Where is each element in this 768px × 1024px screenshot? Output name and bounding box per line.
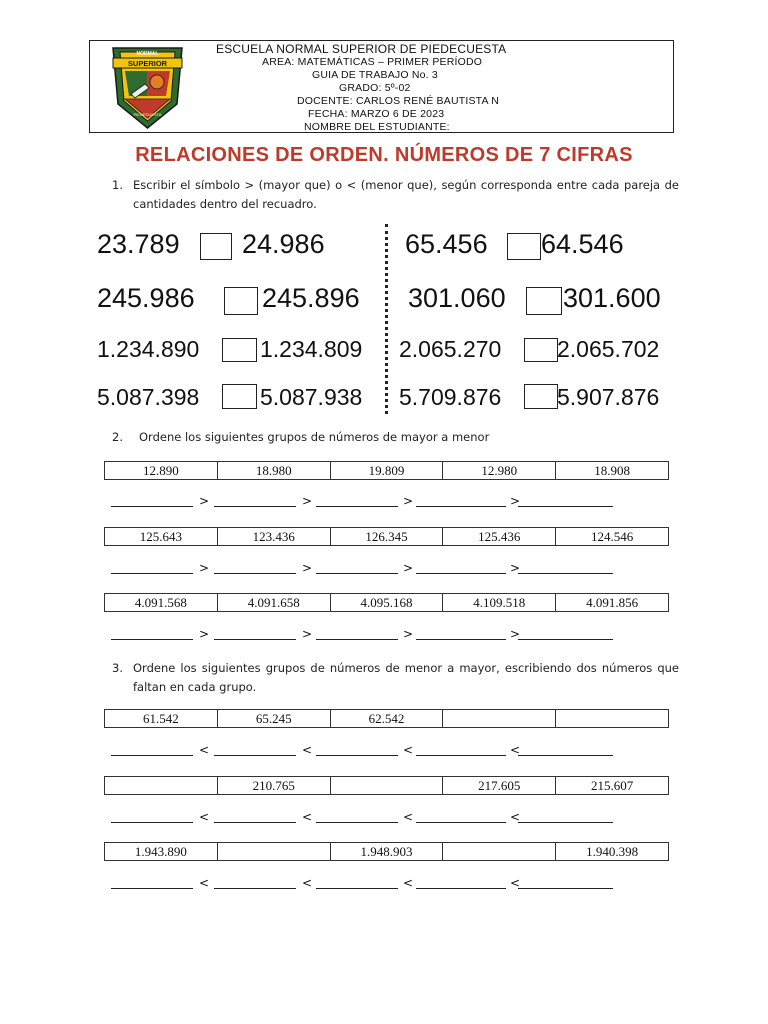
- answer-blank[interactable]: [518, 755, 613, 756]
- number-group-table: [104, 776, 669, 795]
- table-cell[interactable]: [556, 710, 669, 728]
- order-symbol: <: [302, 810, 313, 824]
- table-cell: 1.943.890: [105, 843, 218, 861]
- answer-blank[interactable]: [416, 755, 506, 756]
- teacher-line: DOCENTE: CARLOS RENÉ BAUTISTA N: [297, 95, 500, 107]
- order-symbol: <: [199, 876, 210, 890]
- number-b-container: [563, 283, 661, 314]
- table-cell: 65.245: [217, 710, 330, 728]
- answer-blank[interactable]: [518, 573, 613, 574]
- order-symbol: >: [302, 627, 313, 641]
- table-cell: 4.095.168: [330, 594, 443, 612]
- order-symbol: >: [199, 627, 210, 641]
- comparison-row: [97, 283, 195, 314]
- order-symbol: >: [199, 494, 210, 508]
- order-symbol: >: [510, 627, 521, 641]
- ordering-answer-line: [111, 810, 616, 830]
- school-crest-icon: [105, 44, 190, 130]
- order-symbol: <: [302, 743, 313, 757]
- order-symbol: >: [510, 494, 521, 508]
- table-cell[interactable]: [105, 777, 218, 795]
- order-symbol: <: [199, 743, 210, 757]
- table-cell: 210.765: [217, 777, 330, 795]
- answer-blank[interactable]: [416, 888, 506, 889]
- order-symbol: >: [302, 561, 313, 575]
- number-group-table: [104, 527, 669, 546]
- order-symbol: >: [403, 627, 414, 641]
- number-a: 65.456: [405, 229, 488, 259]
- answer-blank[interactable]: [214, 822, 296, 823]
- table-cell: 61.542: [105, 710, 218, 728]
- section2-instruction: [112, 428, 679, 447]
- order-symbol: <: [403, 810, 414, 824]
- table-cell: 125.436: [443, 528, 556, 546]
- table-cell: 4.091.856: [556, 594, 669, 612]
- student-name-label: NOMBRE DEL ESTUDIANTE:: [304, 121, 450, 133]
- order-symbol: <: [403, 743, 414, 757]
- answer-blank[interactable]: [416, 573, 506, 574]
- answer-blank[interactable]: [111, 573, 193, 574]
- number-a: 23.789: [97, 229, 180, 259]
- number-b-container: [242, 229, 325, 260]
- section1-number: 1.: [112, 178, 123, 192]
- section1-text: Escribir el símbolo > (mayor que) o < (menor que), según corresponda entre cada pareja de cantidades dentro del recuadro.: [133, 178, 679, 211]
- number-b: 64.546: [541, 229, 624, 259]
- answer-box[interactable]: [526, 287, 562, 315]
- ordering-answer-line: [111, 627, 616, 647]
- guide-line: GUIA DE TRABAJO No. 3: [312, 69, 438, 81]
- date-line: FECHA: MARZO 6 DE 2023: [308, 108, 445, 120]
- number-b: 24.986: [242, 229, 325, 259]
- ordering-answer-line: [111, 876, 616, 896]
- table-cell: 4.109.518: [443, 594, 556, 612]
- answer-blank[interactable]: [111, 506, 193, 507]
- table-cell: 12.980: [443, 462, 556, 480]
- table-cell: 62.542: [330, 710, 443, 728]
- number-a: 245.986: [97, 283, 195, 313]
- order-symbol: <: [302, 876, 313, 890]
- answer-box[interactable]: [200, 233, 232, 260]
- table-cell[interactable]: [443, 843, 556, 861]
- svg-text:SUPERIOR: SUPERIOR: [127, 59, 168, 68]
- answer-box[interactable]: [222, 384, 257, 409]
- number-b: 5.087.938: [260, 384, 363, 410]
- area-line: AREA: MATEMÁTICAS – PRIMER PERÍODO: [262, 56, 483, 68]
- order-symbol: >: [302, 494, 313, 508]
- column-divider: [385, 224, 388, 414]
- number-group-table: [104, 842, 669, 861]
- answer-blank[interactable]: [518, 639, 613, 640]
- table-cell: 1.940.398: [556, 843, 669, 861]
- answer-blank[interactable]: [111, 888, 193, 889]
- order-symbol: <: [403, 876, 414, 890]
- comparison-row: [97, 384, 199, 411]
- table-cell: 12.890: [105, 462, 218, 480]
- number-group-table: [104, 461, 669, 480]
- comparison-row: [97, 229, 180, 260]
- number-a: 301.060: [408, 283, 506, 313]
- order-symbol: >: [403, 561, 414, 575]
- comparison-row: [97, 336, 199, 363]
- answer-box[interactable]: [524, 338, 558, 362]
- order-symbol: >: [199, 561, 210, 575]
- answer-blank[interactable]: [518, 888, 613, 889]
- answer-box[interactable]: [507, 233, 541, 260]
- table-cell: 123.436: [217, 528, 330, 546]
- table-cell: 217.605: [443, 777, 556, 795]
- svg-text:PIEDECUESTA: PIEDECUESTA: [133, 112, 162, 117]
- section3-instruction: [112, 659, 679, 697]
- table-cell: 18.980: [217, 462, 330, 480]
- answer-blank[interactable]: [316, 639, 398, 640]
- answer-blank[interactable]: [316, 755, 398, 756]
- number-b-container: [541, 229, 624, 260]
- answer-blank[interactable]: [214, 755, 296, 756]
- answer-blank[interactable]: [214, 506, 296, 507]
- svg-text:NORMAL: NORMAL: [136, 51, 159, 57]
- section3-text: Ordene los siguientes grupos de números de menor a mayor, escribiendo dos números que faltan en cada grupo.: [133, 661, 679, 694]
- order-symbol: <: [510, 810, 521, 824]
- table-cell: 4.091.568: [105, 594, 218, 612]
- comparison-row: [405, 229, 488, 260]
- table-cell: 4.091.658: [217, 594, 330, 612]
- number-b: 1.234.809: [260, 336, 363, 362]
- table-cell: 18.908: [556, 462, 669, 480]
- number-a: 5.087.398: [97, 384, 200, 410]
- section2-text: Ordene los siguientes grupos de números de mayor a menor: [139, 430, 490, 444]
- number-b-container: [557, 336, 659, 363]
- order-symbol: >: [403, 494, 414, 508]
- answer-blank[interactable]: [111, 639, 193, 640]
- comparison-row: [408, 283, 506, 314]
- answer-box[interactable]: [222, 338, 257, 362]
- answer-blank[interactable]: [316, 573, 398, 574]
- number-b: 301.600: [563, 283, 661, 313]
- number-b: 245.896: [262, 283, 360, 313]
- section1-instruction: [112, 176, 679, 214]
- ordering-answer-line: [111, 494, 616, 514]
- ordering-answer-line: [111, 743, 616, 763]
- number-group-table: [104, 593, 669, 612]
- answer-blank[interactable]: [214, 573, 296, 574]
- page-title: RELACIONES DE ORDEN. NÚMEROS DE 7 CIFRAS: [135, 144, 633, 166]
- section3-number: 3.: [112, 661, 123, 675]
- ordering-answer-line: [111, 561, 616, 581]
- answer-blank[interactable]: [518, 822, 613, 823]
- number-group-table: [104, 709, 669, 728]
- school-name: ESCUELA NORMAL SUPERIOR DE PIEDECUESTA: [216, 42, 507, 56]
- number-b-container: [260, 384, 362, 411]
- order-symbol: <: [510, 876, 521, 890]
- number-a: 1.234.890: [97, 336, 200, 362]
- answer-blank[interactable]: [416, 639, 506, 640]
- answer-blank[interactable]: [416, 822, 506, 823]
- table-cell: 124.546: [556, 528, 669, 546]
- answer-blank[interactable]: [214, 639, 296, 640]
- number-b-container: [260, 336, 362, 363]
- number-a: 2.065.270: [399, 336, 502, 362]
- answer-blank[interactable]: [316, 822, 398, 823]
- table-cell: 215.607: [556, 777, 669, 795]
- answer-blank[interactable]: [111, 755, 193, 756]
- answer-box[interactable]: [524, 384, 558, 409]
- number-b-container: [262, 283, 360, 314]
- answer-blank[interactable]: [518, 506, 613, 507]
- number-b-container: [557, 384, 659, 411]
- comparison-row: [399, 384, 501, 411]
- order-symbol: <: [510, 743, 521, 757]
- header-box: [89, 40, 674, 133]
- section2-number: 2.: [112, 430, 123, 444]
- table-cell: 19.809: [330, 462, 443, 480]
- order-symbol: <: [199, 810, 210, 824]
- answer-blank[interactable]: [214, 888, 296, 889]
- grade-line: GRADO: 5º-02: [339, 82, 411, 94]
- answer-blank[interactable]: [111, 822, 193, 823]
- answer-blank[interactable]: [416, 506, 506, 507]
- number-b: 5.907.876: [557, 384, 660, 410]
- number-b: 2.065.702: [557, 336, 660, 362]
- table-cell[interactable]: [330, 777, 443, 795]
- comparison-row: [399, 336, 501, 363]
- table-cell[interactable]: [217, 843, 330, 861]
- answer-box[interactable]: [224, 287, 258, 315]
- answer-blank[interactable]: [316, 888, 398, 889]
- order-symbol: >: [510, 561, 521, 575]
- table-cell[interactable]: [443, 710, 556, 728]
- number-a: 5.709.876: [399, 384, 502, 410]
- table-cell: 1.948.903: [330, 843, 443, 861]
- table-cell: 126.345: [330, 528, 443, 546]
- answer-blank[interactable]: [316, 506, 398, 507]
- table-cell: 125.643: [105, 528, 218, 546]
